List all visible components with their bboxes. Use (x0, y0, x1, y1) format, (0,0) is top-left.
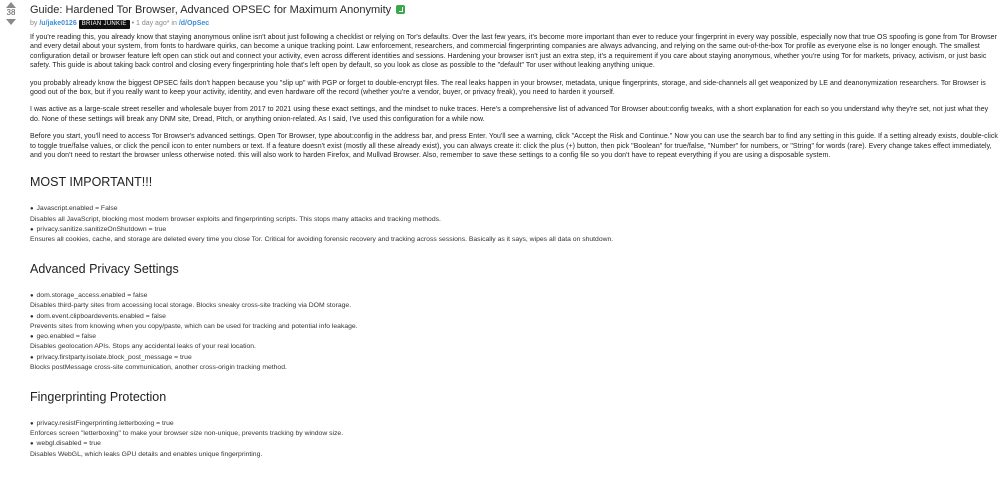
setting-description: Prevents sites from knowing when you copy/paste, which can be used for tracking and potential info leakage. (30, 322, 358, 330)
post-time: • 1 day ago* in (131, 20, 177, 27)
meta-by: by (30, 20, 38, 27)
section-heading: Advanced Privacy Settings (30, 262, 179, 277)
body-paragraph: you probably already know the biggest OPSEC fails don't happen because you "slip up" with PGP or forget to double-encrypt files. The real leaks happen in your browser, metadata, unique fingerprints, storage, and side-channels all get weaponized by LE and deanonymization researchers. Tor Browser is good out of the box, but if you really want to keep your activity, identity, and even hardware off the record (whether you're a vendor, buyer, or privacy freak), you need to harden it yourself. (30, 79, 986, 97)
post (30, 3, 998, 460)
vote-column (4, 2, 18, 25)
vote-score: 38 (6, 8, 16, 17)
setting-item: ● privacy.sanitize.sanitizeOnShutdown = true (30, 225, 167, 233)
setting-description: Disables third-party sites from accessing local storage. Blocks sneaky cross-site tracking via DOM storage. (30, 302, 352, 310)
setting-item: ● dom.storage_access.enabled = false (30, 292, 148, 300)
author-link[interactable]: /u/jake0126 (39, 20, 77, 27)
setting-description: Enforces screen "letterboxing" to make your browser size non-unique, prevents tracking by window size. (30, 430, 344, 438)
body-paragraph: Before you start, you'll need to access Tor Browser's advanced settings. Open Tor Browser, type about:config in the address bar, and press Enter. You'll see a warning, click "Accept the Risk and Continue." Now you can use the search bar to find any setting in this guide. If a setting already exists, double-click to toggle true/false values, or click the pencil icon to enter numbers or text. If a feature doesn't exist (mostly all these already exist), you can always create it: click the plus (+) button, then pick "Boolean" for true/false, "Number" for numbers, or "String" for words (rare). Every change takes effect immediately, and you don't need to restart the browser unless otherwise noted. this will also work to harden Firefox, and Mullvad Browser. Also, remember to save these settings to a config file so you don't have to repeat everything if you are using a disposable system. (30, 133, 998, 160)
user-flair: BRIAN JUNKIE (79, 20, 130, 29)
setting-description: Blocks postMessage cross-site communication, another cross-origin tracking method. (30, 363, 287, 371)
setting-item: ● webgl.disabled = true (30, 440, 101, 448)
post-meta (30, 18, 998, 29)
setting-item: ● geo.enabled = false (30, 333, 97, 341)
setting-item: ● privacy.resistFingerprinting.letterboxing = true (30, 419, 174, 427)
section-heading: MOST IMPORTANT!!! (30, 175, 153, 190)
setting-item: ● dom.event.clipboardevents.enabled = false (30, 312, 166, 320)
post-title[interactable]: Guide: Hardened Tor Browser, Advanced OPSEC for Maximum Anonymity (30, 4, 392, 16)
downvote-arrow-icon[interactable] (6, 19, 16, 25)
setting-description: Disables all JavaScript, blocking most modern browser exploits and fingerprinting scripts. This stops many attacks and tracking methods. (30, 215, 441, 223)
verified-badge-icon (396, 5, 405, 14)
body-paragraph: I was active as a large-scale street reseller and wholesale buyer from 2017 to 2021 using these exact settings, and the mindset to nuke traces. Here's a comprehensive list of advanced Tor Browser about:config tweaks, with a short explanation for each so you understand why they're set, not just what they do. None of these settings will break any DNM site, Dread, Pitch, or anything onion-related. As I said, I've used this configuration for a while now. (30, 106, 989, 123)
post-title-row (30, 3, 998, 17)
community-link[interactable]: /d/OpSec (178, 20, 210, 27)
setting-item: ● Javascript.enabled = False (30, 205, 118, 213)
setting-description: Ensures all cookies, cache, and storage are deleted every time you close Tor. Critical for avoiding forensic recovery and tracking across sessions. Basically as it says, wipes all data on shutdown. (30, 236, 614, 244)
setting-description: Disables geolocation APIs. Stops any accidental leaks of your real location. (30, 343, 256, 351)
setting-description: Disables WebGL, which leaks GPU details and enables unique fingerprinting. (30, 450, 263, 458)
body-paragraph: If you're reading this, you already know that staying anonymous online isn't about just following a checklist or relying on Tor's defaults. Over the last few years, it's become more important than ever to reduce your fingerprint in every way possible, especially now that true OS spoofing is gone from Tor Browser and every detail about your system, from fonts to hardware quirks, can become a unique tracking point. Law enforcement, researchers, and commercial fingerprinting companies are always advancing, and relying on the same out-of-the-box Tor profile as everyone else is no longer enough. The smallest configuration detail or browser feature left open can stick out and connect your activity, even across different identities and sessions. Hardening your browser isn't just an extra step, it's a requirement if you care about staying anonymous, whether you're using Tor for markets, privacy, activism, or just basic safety. This guide is about taking back control and closing every fingerprinting hole that's left open by default, so you look as close as possible to the "default" Tor user without leaking anything unique. (30, 34, 997, 70)
setting-item: ● privacy.firstparty.isolate.block_post_message = true (30, 353, 192, 361)
section-heading: Fingerprinting Protection (30, 389, 167, 404)
